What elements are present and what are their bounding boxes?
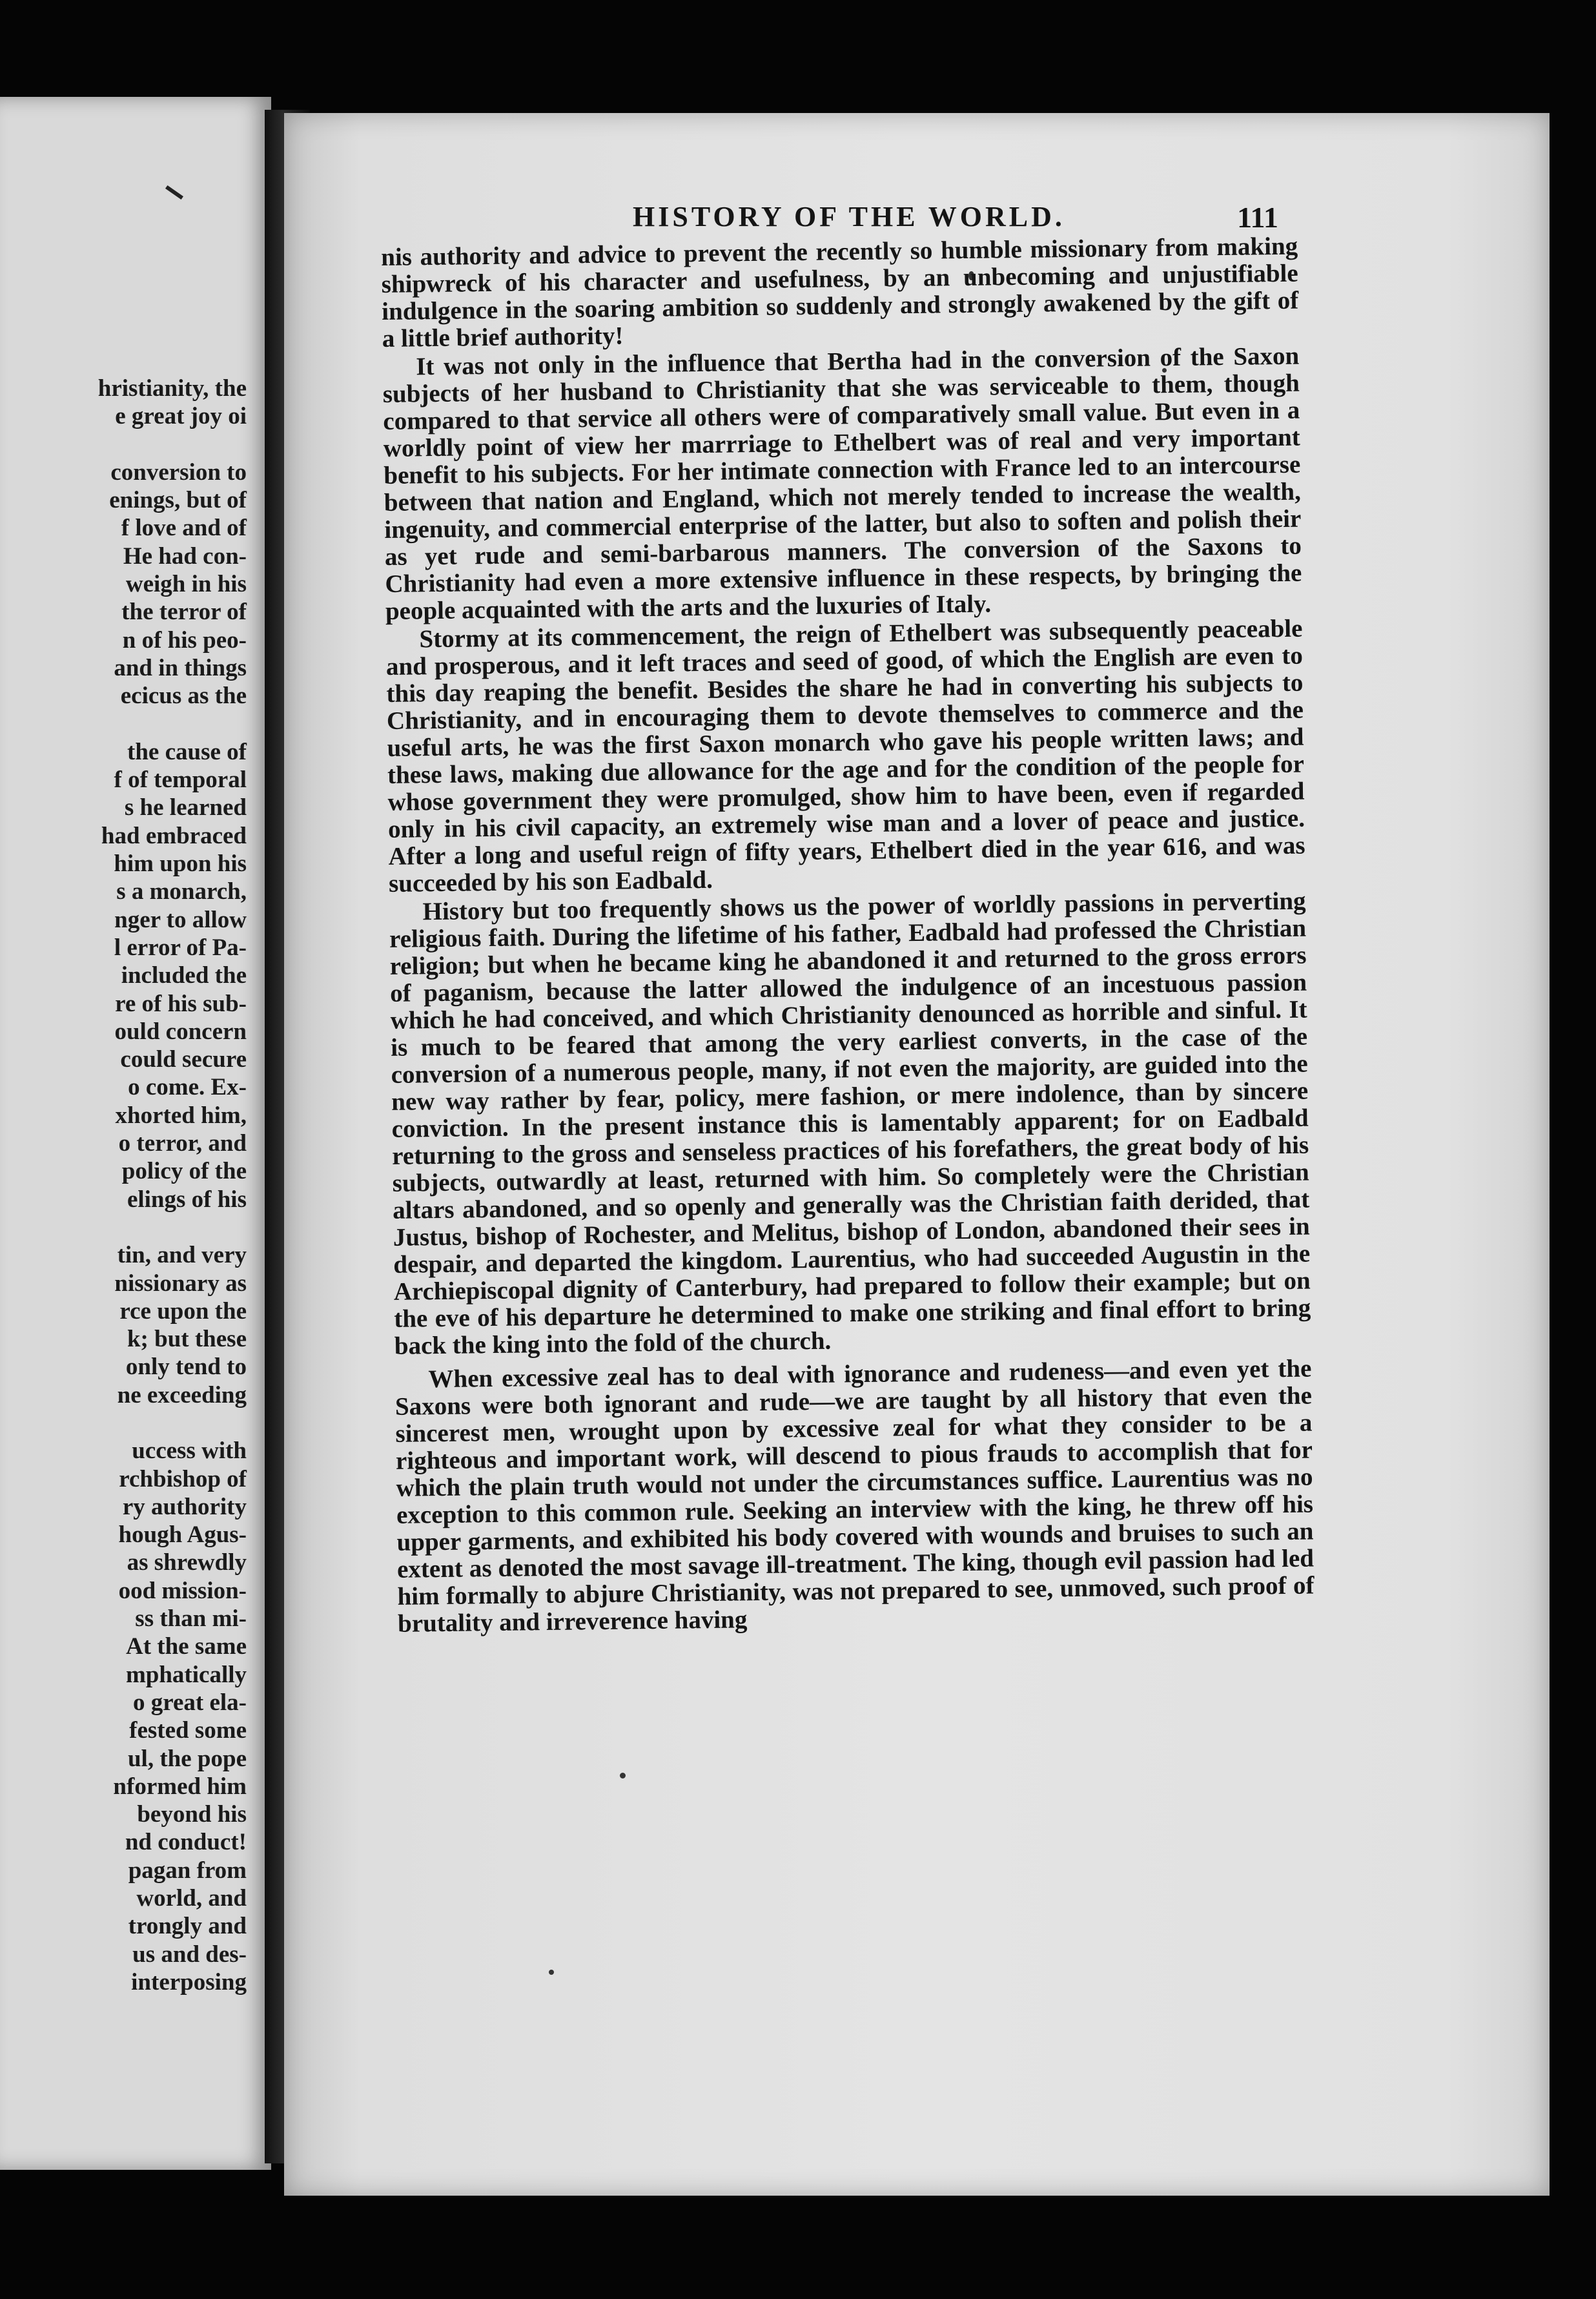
text-line: o great ela-: [132, 1689, 247, 1716]
text-line: rchbishop of: [119, 1465, 247, 1492]
page-number: 111: [1237, 201, 1278, 234]
text-line: nissionary as: [114, 1270, 247, 1297]
text-line: the terror of: [121, 599, 247, 626]
text-line: re of his sub-: [115, 990, 247, 1017]
text-line: mphatically: [125, 1661, 247, 1688]
text-line: ould concern: [114, 1018, 247, 1045]
text-line: [0, 1213, 247, 1241]
text-line: ul, the pope: [127, 1745, 247, 1772]
body-text: [381, 233, 1315, 1638]
text-line: only tend to: [125, 1354, 247, 1381]
text-line: had embraced: [101, 822, 247, 849]
text-line: nformed him: [113, 1773, 247, 1800]
text-line: ry authority: [122, 1493, 247, 1520]
ink-speck: [549, 1970, 554, 1975]
text-line: s a monarch,: [116, 878, 247, 905]
text-line: [0, 710, 247, 738]
page-blemish: [165, 185, 183, 200]
text-line: pagan from: [128, 1857, 247, 1884]
text-line: o come. Ex-: [128, 1074, 247, 1101]
text-line: f love and of: [121, 515, 247, 542]
text-line: l error of Pa-: [114, 934, 247, 961]
text-line: enings, but of: [109, 487, 247, 514]
text-line: beyond his: [137, 1801, 247, 1828]
text-line: hough Agus-: [118, 1521, 247, 1549]
text-line: ecicus as the: [120, 683, 247, 710]
text-line: hristianity, the: [97, 375, 247, 402]
text-line: rce upon the: [119, 1297, 247, 1325]
paragraph: It was not only in the influence that Bertha had in the conversion of the Saxon subjects of her husband to Christianity that she was serviceable to them, though compared to that service all others were of comparatively small value. But even in a worldly point of view her marrriage to Ethelbert was of real and very important benefit to his subjects. For her intimate connection with France led to an intercourse between that nation and England, which not merely tended to increase the wealth, ingenuity, and commercial enterprise of the latter, but also to soften and polish their as yet rude and semi-barbarous manners. The conversion of the Saxons to Christianity had even a more extensive influence in these respects, by bringing the people acquainted with the arts and the luxuries of Italy.: [382, 342, 1302, 625]
text-line: [0, 431, 247, 459]
running-head: [362, 200, 1304, 239]
text-line: ss than mi-: [135, 1605, 247, 1633]
text-line: e great joy oi: [115, 403, 247, 430]
text-line: n of his peo-: [122, 626, 247, 654]
text-line: f of temporal: [114, 767, 247, 794]
text-line: s he learned: [124, 794, 247, 821]
text-line: [0, 1409, 247, 1437]
previous-page-fragment: [0, 97, 271, 2170]
text-line: xhorted him,: [115, 1102, 247, 1129]
paragraph: When excessive zeal has to deal with ignorance and rudeness—and even yet the Saxons were both ignorant and rude—we are taught by all history that even the sincerest men, wrought upon by excessive zeal for what they consider to be a righteous and important work, will descend to pious frauds to accomplish that for which the plain truth would not under the circumstances suffice. Laurentius was no exception to this common rule. Seeking an interview with the king, he threw off his upper garments, and exhibited his body covered with wounds and bruises to such an extent as denoted the most savage ill-treatment. The king, though evil passion had led him formally to abjure Christianity, was not prepared to see, unmoved, such proof of brutality and irreverence having: [394, 1354, 1315, 1638]
text-line: him upon his: [114, 851, 247, 878]
previous-page-text: [0, 375, 247, 1996]
text-line: nger to allow: [114, 906, 247, 933]
text-line: ne exceeding: [117, 1381, 247, 1408]
text-line: could secure: [120, 1046, 247, 1073]
text-line: o terror, and: [118, 1130, 247, 1157]
text-line: tin, and very: [117, 1242, 247, 1269]
text-line: elings of his: [127, 1186, 247, 1213]
text-line: fested some: [129, 1717, 247, 1744]
paragraph: History but too frequently shows us the power of worldly passions in perverting religious faith. During the lifetime of his father, Eadbald had professed the Christian religion; but when he became king he abandoned it and returned to the gross errors of paganism, because the latter allowed the indulgence of an incestuous passion which he had conceived, and which Christianity denounced as horrible and sinful. It is much to be feared that among the very earliest converts, in the case of the conversion of a numerous people, many, if not even the majority, are guided into the new way rather by fear, policy, mere fashion, or mere indolence, than by sincere conviction. In the present instance this is lamentably apparent; for on Eadbald returning to the gross and senseless practices of his forefathers, the great body of his subjects, outwardly at least, returned with him. So completely were the Christian altars abandoned, and so openly and generally was the Christian faith derided, that Justus, bishop of Rochester, and Melitus, bishop of London, abandoned their sees in despair, and departed the kingdom. Laurentius, who had succeeded Augustin in the Archiepiscopal dignity of Canterbury, had prepared to follow their example; but on the eve of his departure he determined to make one striking and final effort to bring back the king into the fold of the church.: [389, 887, 1311, 1360]
text-line: weigh in his: [125, 571, 247, 598]
text-line: trongly and: [128, 1913, 247, 1940]
text-line: and in things: [114, 654, 247, 681]
paragraph: nis authority and advice to prevent the recently so humble missionary from making shipwreck of his character and usefulness, by an unbecoming and unjustifiable indulgence in the soaring ambition so suddenly and strongly awakened by the gift of a little brief authority!: [380, 232, 1299, 353]
paragraph: Stormy at its commencement, the reign of Ethelbert was subsequently peaceable and prosperous, and it left traces and seed of good, of which the English are even to this day reaping the benefit. Besides the share he had in converting his subjects to Christianity, and in encouraging them to devote themselves to commerce and the useful arts, he was the first Saxon monarch who gave his people written laws; and these laws, making due allowance for the age and for the condition of the people for whose government they were promulged, show him to have been, even if regarded only in his civil capacity, an extremely wise man and a lover of peace and justice. After a long and useful reign of fifty years, Ethelbert died in the year 616, and was succeeded by his son Eadbald.: [385, 614, 1305, 898]
running-title: HISTORY OF THE WORLD.: [633, 201, 1065, 232]
text-line: the cause of: [127, 738, 247, 765]
text-line: world, and: [136, 1885, 247, 1912]
text-line: conversion to: [110, 459, 247, 486]
text-line: He had con-: [123, 542, 247, 570]
text-line: included the: [121, 962, 247, 989]
text-line: k; but these: [127, 1326, 247, 1353]
text-line: us and des-: [132, 1941, 247, 1968]
text-line: as shrewdly: [127, 1549, 247, 1576]
text-line: At the same: [125, 1633, 247, 1660]
text-line: uccess with: [132, 1438, 247, 1465]
text-line: ood mission-: [118, 1577, 247, 1604]
text-line: policy of the: [121, 1158, 247, 1185]
text-line: nd conduct!: [125, 1829, 247, 1856]
text-line: interposing: [131, 1968, 247, 1995]
ink-speck: [620, 1773, 626, 1778]
